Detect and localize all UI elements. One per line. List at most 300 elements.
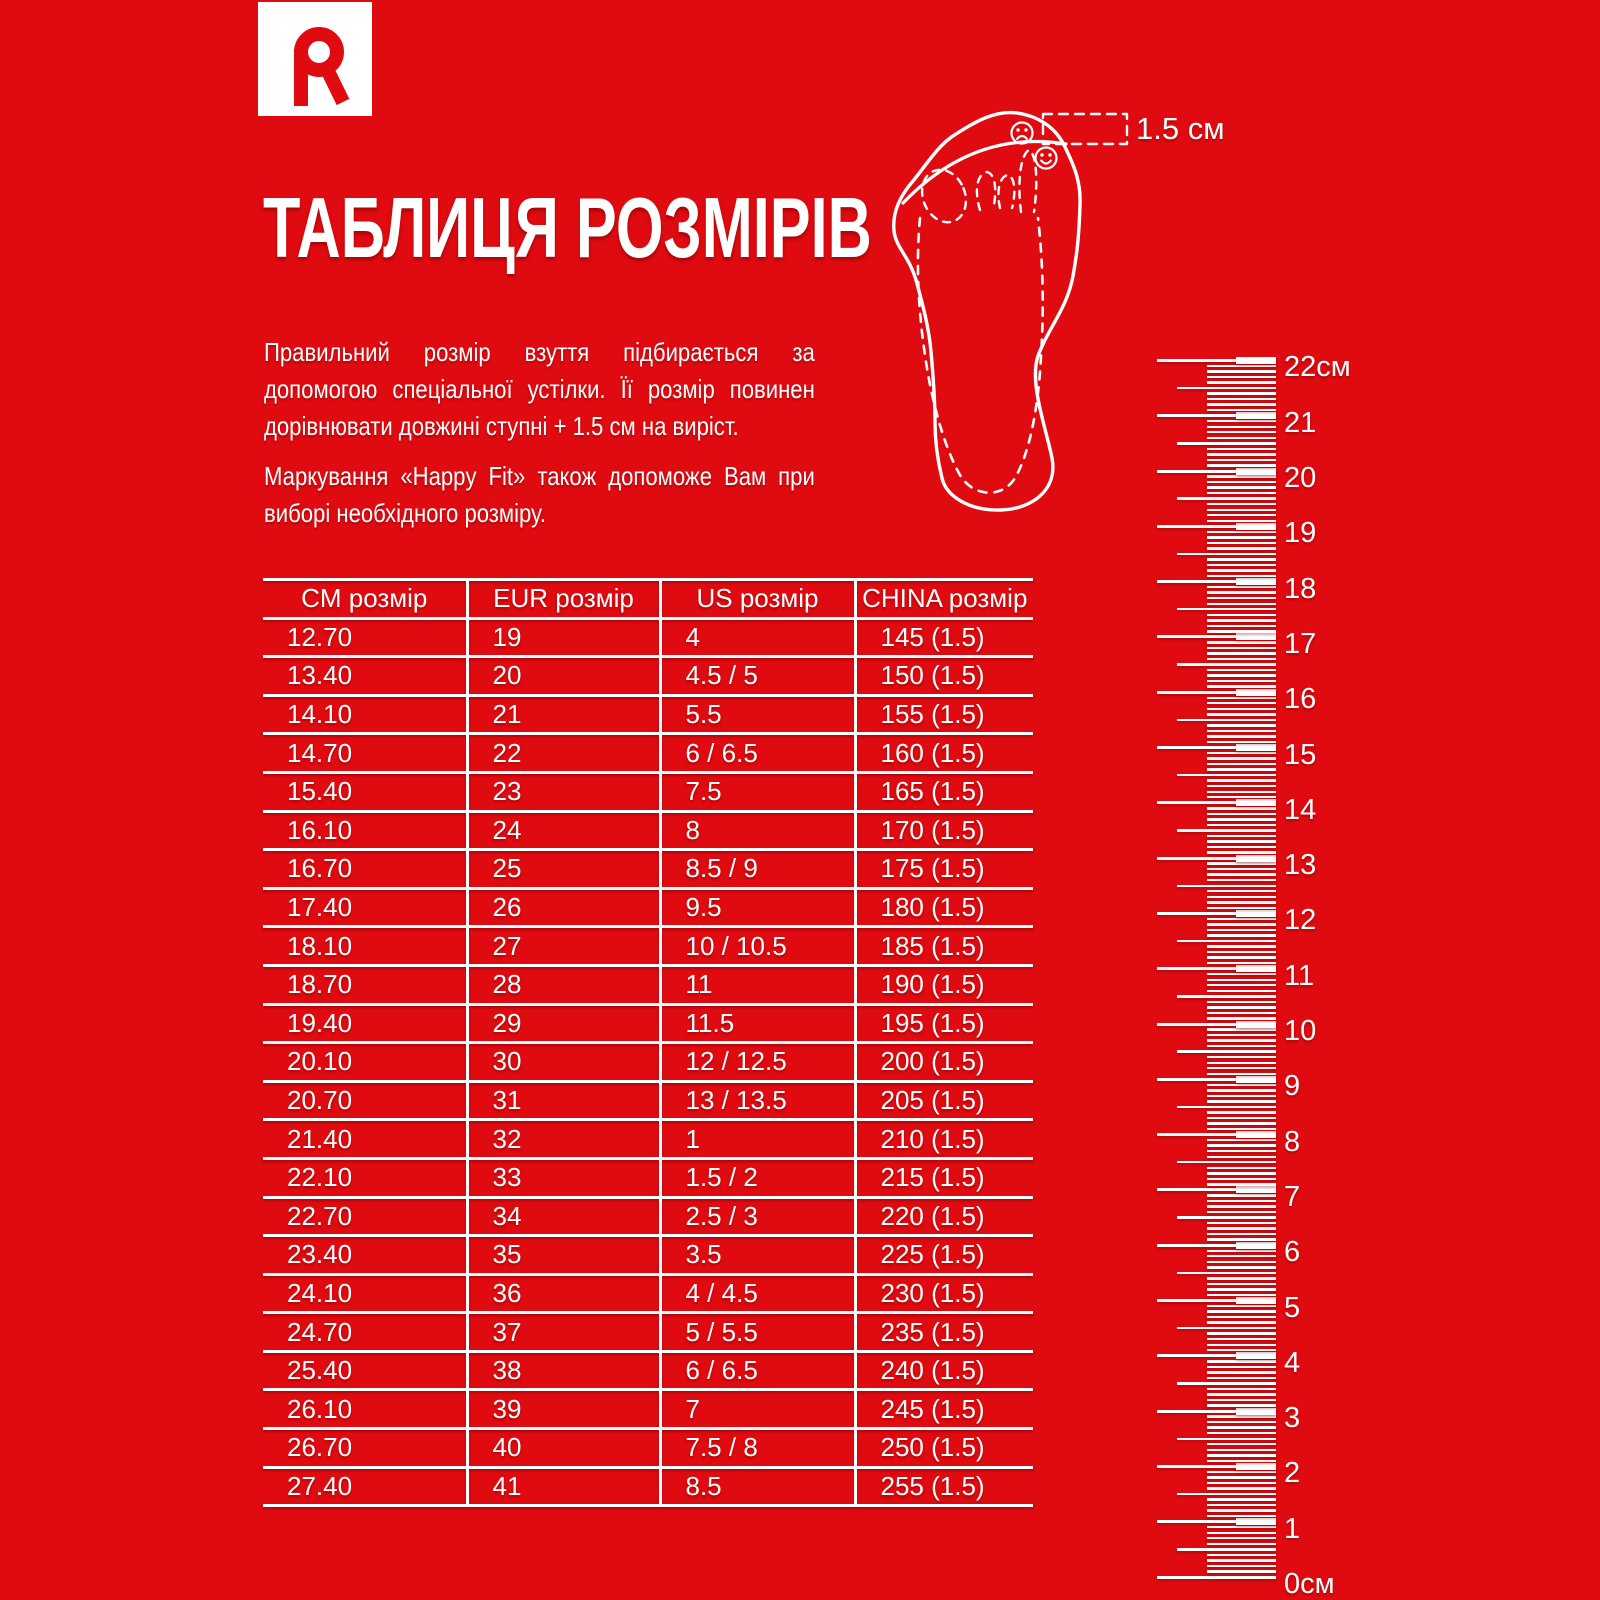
ruler-cm-tick-bold: [1236, 1518, 1276, 1525]
ruler-mm-tick: [1207, 1360, 1276, 1362]
size-table-cell: 10 / 10.5: [660, 927, 855, 966]
ruler-mm-tick: [1207, 990, 1276, 992]
toe-dashed: [998, 175, 1014, 208]
ruler-cm-tick: [1157, 1133, 1276, 1136]
ruler-mm-tick: [1207, 1111, 1276, 1113]
ruler-cm-tick: [1157, 1520, 1276, 1523]
ruler-mm-tick: [1207, 724, 1276, 726]
ruler-mm-tick: [1207, 652, 1276, 654]
size-table-cell: 29: [467, 1004, 660, 1043]
ruler-mm-tick: [1207, 846, 1276, 848]
ruler-cm-tick: [1157, 580, 1276, 583]
ruler-cm-tick-bold: [1236, 855, 1276, 862]
ruler-mm-tick: [1207, 735, 1276, 737]
ruler-cm-label: 14: [1284, 793, 1317, 826]
ruler-mm-tick: [1207, 542, 1276, 544]
ruler-mm-tick: [1207, 1377, 1276, 1379]
ruler-cm-label: 8: [1284, 1125, 1301, 1158]
ruler-mm-tick: [1207, 481, 1276, 483]
ruler-mm-tick: [1207, 1073, 1276, 1075]
size-table-cell: 9.5: [660, 888, 855, 927]
ruler-cm-tick: [1157, 1188, 1276, 1191]
ruler-cm-tick-bold: [1236, 1463, 1276, 1470]
size-table-cell: 235 (1.5): [855, 1313, 1033, 1352]
size-table-cell: 3.5: [660, 1236, 855, 1275]
ruler-half-cm-tick: [1177, 1161, 1276, 1163]
size-table-cell: 14.70: [287, 737, 353, 768]
size-table-cell: 8.5: [660, 1467, 855, 1506]
ruler-cm-tick-bold: [1236, 357, 1276, 364]
ruler-mm-tick: [1207, 818, 1276, 820]
ruler-mm-tick: [1207, 1178, 1276, 1180]
ruler-cm-tick: [1157, 746, 1276, 749]
ruler-cm-tick: [1157, 470, 1276, 473]
ruler-mm-tick: [1207, 603, 1276, 605]
size-table-row: [263, 811, 1033, 850]
foot-measurement-diagram: [880, 90, 1142, 530]
ruler-mm-tick: [1207, 1100, 1276, 1102]
ruler-mm-tick: [1207, 840, 1276, 842]
ruler-mm-tick: [1207, 1344, 1276, 1346]
ruler-mm-tick: [1207, 813, 1276, 815]
ruler-half-cm-tick: [1177, 995, 1276, 997]
size-table-cell: 1: [660, 1120, 855, 1159]
ruler-mm-tick: [1207, 575, 1276, 577]
ruler-cm-tick: [1157, 912, 1276, 915]
ruler-mm-tick: [1207, 403, 1276, 405]
ruler-mm-tick: [1207, 614, 1276, 616]
ruler-mm-tick: [1207, 1432, 1276, 1434]
size-table-row: [263, 1004, 1033, 1043]
ruler-cm-label: 22см: [1284, 351, 1351, 384]
size-table-cell: 26.10: [287, 1393, 353, 1424]
ruler-cm-label: 0см: [1284, 1568, 1335, 1600]
ruler-cm-tick-bold: [1236, 1076, 1276, 1083]
size-table-cell: 27: [467, 927, 660, 966]
ruler-mm-tick: [1207, 464, 1276, 466]
size-table-cell: 20.70: [287, 1085, 353, 1116]
big-toe-dashed: [914, 163, 973, 229]
ruler-cm-label: 13: [1284, 849, 1317, 882]
size-table-cell: 4 / 4.5: [660, 1274, 855, 1313]
ruler-mm-tick: [1207, 1543, 1276, 1545]
size-table-cell: 150 (1.5): [855, 657, 1033, 696]
allowance-label: 1.5 см: [1136, 111, 1225, 146]
ruler-mm-tick: [1207, 1156, 1276, 1158]
ruler-mm-tick: [1207, 1039, 1276, 1041]
size-table-cell: 24.70: [287, 1316, 353, 1347]
brand-r-icon: [258, 2, 372, 116]
size-table-row: [263, 927, 1033, 966]
ruler-cm-label: 12: [1284, 904, 1317, 937]
size-table-cell: 8: [660, 811, 855, 850]
size-table-cell: 16.70: [287, 853, 353, 884]
size-table-cell: 26.70: [287, 1432, 353, 1463]
ruler-mm-tick: [1207, 420, 1276, 422]
ruler-cm-tick-bold: [1236, 1297, 1276, 1304]
ruler-mm-tick: [1207, 1349, 1276, 1351]
ruler-mm-tick: [1207, 868, 1276, 870]
size-table-cell: 4: [660, 618, 855, 657]
ruler-mm-tick: [1207, 1250, 1276, 1252]
size-table-cell: 19.40: [287, 1007, 353, 1038]
ruler-mm-tick: [1207, 437, 1276, 439]
ruler-mm-tick: [1207, 1255, 1276, 1257]
size-table-cell: 4.5 / 5: [660, 657, 855, 696]
ruler-cm-tick-bold: [1236, 523, 1276, 530]
size-table-cell: 21.40: [287, 1123, 353, 1154]
size-table-cell: 165 (1.5): [855, 772, 1033, 811]
ruler-mm-tick: [1207, 697, 1276, 699]
ruler-half-cm-tick: [1177, 1106, 1276, 1108]
ruler-mm-tick: [1207, 1233, 1276, 1235]
ruler-mm-tick: [1207, 453, 1276, 455]
ruler-mm-tick: [1207, 376, 1276, 378]
sad-face-icon: [1012, 123, 1033, 144]
ruler-mm-tick: [1207, 1415, 1276, 1417]
ruler-cm-tick: [1157, 1244, 1276, 1247]
size-table-cell: 170 (1.5): [855, 811, 1033, 850]
ruler-mm-tick: [1207, 741, 1276, 743]
ruler-cm-tick-bold: [1236, 578, 1276, 585]
size-table-cell: 27.40: [287, 1470, 353, 1501]
ruler-mm-tick: [1207, 1283, 1276, 1285]
ruler-cm-label: 21: [1284, 406, 1317, 439]
ruler-cm-label: 10: [1284, 1015, 1317, 1047]
ruler-cm-label: 1: [1284, 1512, 1301, 1545]
ruler-mm-tick: [1207, 531, 1276, 533]
ruler-mm-tick: [1207, 1421, 1276, 1423]
size-table-cell: 39: [467, 1390, 660, 1429]
ruler-mm-tick: [1207, 1200, 1276, 1202]
ruler-cm-label: 19: [1284, 517, 1317, 550]
size-table-row: [263, 618, 1033, 657]
ruler-cm-tick: [1157, 1354, 1276, 1357]
size-table-column-header: CM розмір: [301, 583, 428, 614]
ruler-mm-tick: [1207, 702, 1276, 704]
ruler-mm-tick: [1207, 1454, 1276, 1456]
ruler-mm-tick: [1207, 1261, 1276, 1263]
size-table-cell: 38: [467, 1351, 660, 1390]
ruler-mm-tick: [1207, 1532, 1276, 1534]
ruler-mm-tick: [1207, 1194, 1276, 1196]
ruler-mm-tick: [1207, 779, 1276, 781]
size-table-row: [263, 888, 1033, 927]
ruler-cm-label: 11: [1284, 959, 1315, 992]
ruler-cm-label: 18: [1284, 572, 1317, 605]
ruler-mm-tick: [1207, 752, 1276, 754]
ruler-cm-tick-bold: [1236, 1352, 1276, 1359]
size-table-cell: 245 (1.5): [855, 1390, 1033, 1429]
ruler-half-cm-tick: [1177, 1382, 1276, 1384]
size-table-cell: 33: [467, 1158, 660, 1197]
size-table-cell: 7.5: [660, 772, 855, 811]
size-table-cell: 5.5: [660, 695, 855, 734]
ruler-mm-tick: [1207, 763, 1276, 765]
size-table-column-header: US розмір: [660, 580, 855, 619]
size-table-row: [263, 1197, 1033, 1236]
ruler-cm-tick: [1157, 1023, 1276, 1026]
ruler-mm-tick: [1207, 1449, 1276, 1451]
ruler-cm-tick-bold: [1236, 910, 1276, 917]
size-table-cell: 230 (1.5): [855, 1274, 1033, 1313]
size-table-row: [263, 1081, 1033, 1120]
ruler-cm-tick: [1157, 967, 1276, 970]
size-table-cell: 20: [467, 657, 660, 696]
size-table-cell: 185 (1.5): [855, 927, 1033, 966]
ruler-mm-tick: [1207, 509, 1276, 511]
ruler-mm-tick: [1207, 1426, 1276, 1428]
size-table-cell: 23.40: [287, 1239, 353, 1270]
ruler-mm-tick: [1207, 431, 1276, 433]
ruler-mm-tick: [1207, 1310, 1276, 1312]
ruler-mm-tick: [1207, 1570, 1276, 1572]
insole-toe-line: [903, 141, 1066, 203]
ruler-mm-tick: [1207, 1305, 1276, 1307]
size-table-row: [263, 1274, 1033, 1313]
size-table-row: [263, 734, 1033, 773]
ruler-mm-tick: [1207, 564, 1276, 566]
ruler-mm-tick: [1207, 1509, 1276, 1511]
size-table-cell: 15.40: [287, 776, 353, 807]
size-table-row: [263, 965, 1033, 1004]
ruler-mm-tick: [1207, 862, 1276, 864]
ruler-mm-tick: [1207, 1288, 1276, 1290]
size-table-row: [263, 1043, 1033, 1082]
ruler-mm-tick: [1207, 1399, 1276, 1401]
ruler-half-cm-tick: [1177, 940, 1276, 942]
ruler-mm-tick: [1207, 1211, 1276, 1213]
ruler-mm-tick: [1207, 558, 1276, 560]
ruler-mm-tick: [1207, 901, 1276, 903]
ruler-cm-label: 20: [1284, 462, 1317, 494]
ruler-mm-tick: [1207, 1067, 1276, 1069]
ruler-mm-tick: [1207, 1089, 1276, 1091]
ruler-mm-tick: [1207, 1338, 1276, 1340]
size-table-row: [263, 657, 1033, 696]
size-table-row: [263, 1429, 1033, 1468]
size-table-cell: 11.5: [660, 1004, 855, 1043]
ruler-mm-tick: [1207, 1332, 1276, 1334]
ruler-half-cm-tick: [1177, 497, 1276, 499]
ruler-cm-tick: [1157, 801, 1276, 804]
ruler-mm-tick: [1207, 475, 1276, 477]
ruler-mm-tick: [1207, 851, 1276, 853]
ruler-cm-tick-bold: [1236, 468, 1276, 475]
ruler-mm-tick: [1207, 1504, 1276, 1506]
size-table-cell: 24: [467, 811, 660, 850]
page-title: ТАБЛИЦЯ РОЗМІРІВ: [263, 181, 872, 276]
ruler-mm-tick: [1207, 918, 1276, 920]
ruler-mm-tick: [1207, 1227, 1276, 1229]
ruler-half-cm-tick: [1177, 1327, 1276, 1329]
ruler-half-cm-tick: [1177, 442, 1276, 444]
ruler-mm-tick: [1207, 669, 1276, 671]
ruler-mm-tick: [1207, 934, 1276, 936]
happy-face-icon: [1036, 148, 1057, 169]
size-table-column-header: CHINA розмір: [855, 580, 1033, 619]
ruler-cm-tick: [1157, 857, 1276, 860]
ruler-mm-tick: [1207, 1222, 1276, 1224]
size-table-cell: 190 (1.5): [855, 965, 1033, 1004]
size-table-cell: 160 (1.5): [855, 734, 1033, 773]
ruler-mm-tick: [1207, 1266, 1276, 1268]
ruler-mm-tick: [1207, 785, 1276, 787]
ruler-cm-tick-bold: [1236, 1408, 1276, 1415]
ruler-mm-tick: [1207, 591, 1276, 593]
ruler-mm-tick: [1207, 1183, 1276, 1185]
ruler-cm-label: 2: [1284, 1457, 1301, 1490]
ruler-mm-tick: [1207, 879, 1276, 881]
ruler-mm-tick: [1207, 1062, 1276, 1064]
size-table-cell: 220 (1.5): [855, 1197, 1033, 1236]
size-table-cell: 215 (1.5): [855, 1158, 1033, 1197]
ruler-mm-tick: [1207, 1167, 1276, 1169]
size-table-cell: 180 (1.5): [855, 888, 1033, 927]
size-table-cell: 18.70: [287, 969, 353, 1000]
ruler-cm-tick-bold: [1236, 799, 1276, 806]
ruler-mm-tick: [1207, 514, 1276, 516]
ruler-half-cm-tick: [1177, 1493, 1276, 1495]
size-table-cell: 22.70: [287, 1200, 353, 1231]
ruler-cm-tick-bold: [1236, 1131, 1276, 1138]
ruler-mm-tick: [1207, 1443, 1276, 1445]
size-table-cell: 11: [660, 965, 855, 1004]
ruler-mm-tick: [1207, 365, 1276, 367]
size-table-cell: 205 (1.5): [855, 1081, 1033, 1120]
size-table-header-row: [263, 580, 1033, 619]
size-table-cell: 28: [467, 965, 660, 1004]
allowance-bracket-dashed: [1043, 114, 1127, 144]
ruler-cm-tick: [1157, 525, 1276, 528]
ruler-mm-tick: [1207, 1371, 1276, 1373]
ruler-mm-tick: [1207, 1277, 1276, 1279]
ruler-cm-tick-bold: [1236, 689, 1276, 696]
size-table-cell: 240 (1.5): [855, 1351, 1033, 1390]
ruler-mm-tick: [1207, 1034, 1276, 1036]
ruler-cm-label: 9: [1284, 1070, 1301, 1103]
size-table-row: [263, 1351, 1033, 1390]
ruler-half-cm-tick: [1177, 1438, 1276, 1440]
ruler-cm-tick-bold: [1236, 412, 1276, 419]
ruler-mm-tick: [1207, 1515, 1276, 1517]
ruler-cm-tick: [1157, 1078, 1276, 1081]
ruler-mm-tick: [1207, 1150, 1276, 1152]
ruler-cm-tick: [1157, 414, 1276, 417]
ruler-mm-tick: [1207, 708, 1276, 710]
size-table-row: [263, 1313, 1033, 1352]
size-table-cell: 22: [467, 734, 660, 773]
size-table-row: [263, 1467, 1033, 1506]
size-table-cell: 2.5 / 3: [660, 1197, 855, 1236]
size-table-cell: 7.5 / 8: [660, 1429, 855, 1468]
size-table-cell: 155 (1.5): [855, 695, 1033, 734]
size-table-row: [263, 1158, 1033, 1197]
size-table-cell: 22.10: [287, 1162, 353, 1193]
ruler-mm-tick: [1207, 1139, 1276, 1141]
ruler-mm-tick: [1207, 597, 1276, 599]
size-table-cell: 23: [467, 772, 660, 811]
size-table-cell: 37: [467, 1313, 660, 1352]
brand-logo: [258, 2, 372, 116]
ruler-mm-tick: [1207, 1321, 1276, 1323]
size-table-cell: 6 / 6.5: [660, 1351, 855, 1390]
size-table-cell: 1.5 / 2: [660, 1158, 855, 1197]
ruler-mm-tick: [1207, 1012, 1276, 1014]
ruler-mm-tick: [1207, 796, 1276, 798]
ruler-mm-tick: [1207, 625, 1276, 627]
ruler-mm-tick: [1207, 658, 1276, 660]
ruler-cm-tick-bold: [1236, 744, 1276, 751]
ruler-mm-tick: [1207, 426, 1276, 428]
ruler-mm-tick: [1207, 680, 1276, 682]
size-table-column-header: EUR розмір: [467, 580, 660, 619]
size-table-cell: 32: [467, 1120, 660, 1159]
size-table-cell: 13.40: [287, 660, 353, 691]
ruler-half-cm-tick: [1177, 553, 1276, 555]
toe-dashed: [977, 172, 995, 210]
ruler-mm-tick: [1207, 1122, 1276, 1124]
ruler-mm-tick: [1207, 619, 1276, 621]
ruler-mm-tick: [1207, 1460, 1276, 1462]
ruler-mm-tick: [1207, 547, 1276, 549]
ruler-mm-tick: [1207, 730, 1276, 732]
ruler-cm-tick-bold: [1236, 1186, 1276, 1193]
size-table: [263, 578, 1033, 1507]
size-table-cell: 255 (1.5): [855, 1467, 1033, 1506]
size-table-cell: 34: [467, 1197, 660, 1236]
ruler-mm-tick: [1207, 1471, 1276, 1473]
ruler-mm-tick: [1207, 520, 1276, 522]
size-table-cell: 25: [467, 850, 660, 889]
ruler-cm-tick-bold: [1236, 1021, 1276, 1028]
ruler-mm-tick: [1207, 486, 1276, 488]
ruler-mm-tick: [1207, 1393, 1276, 1395]
size-table-row: [263, 695, 1033, 734]
size-table-cell: 13 / 13.5: [660, 1081, 855, 1120]
ruler-mm-tick: [1207, 1056, 1276, 1058]
size-table-cell: 16.10: [287, 814, 353, 845]
ruler-half-cm-tick: [1177, 608, 1276, 610]
ruler-mm-tick: [1207, 392, 1276, 394]
ruler-cm-label: 5: [1284, 1291, 1301, 1324]
ruler-half-cm-tick: [1177, 774, 1276, 776]
ruler-cm-label: 4: [1284, 1346, 1301, 1379]
ruler-cm-tick: [1157, 1410, 1276, 1413]
ruler-cm-tick: [1157, 359, 1276, 362]
ruler-mm-tick: [1207, 896, 1276, 898]
ruler-mm-tick: [1207, 1316, 1276, 1318]
ruler-mm-tick: [1207, 641, 1276, 643]
ruler-mm-tick: [1207, 713, 1276, 715]
size-table-cell: 26: [467, 888, 660, 927]
ruler-mm-tick: [1207, 962, 1276, 964]
ruler-cm-tick-bold: [1236, 1242, 1276, 1249]
ruler-mm-tick: [1207, 1238, 1276, 1240]
ruler-cm-label: 6: [1284, 1236, 1301, 1269]
ruler-mm-tick: [1207, 647, 1276, 649]
ruler-mm-tick: [1207, 1537, 1276, 1539]
size-table-cell: 175 (1.5): [855, 850, 1033, 889]
ruler-mm-tick: [1207, 674, 1276, 676]
size-table-cell: 12 / 12.5: [660, 1043, 855, 1082]
ruler-mm-tick: [1207, 1117, 1276, 1119]
size-table-cell: 36: [467, 1274, 660, 1313]
ruler-half-cm-tick: [1177, 829, 1276, 831]
ruler-mm-tick: [1207, 492, 1276, 494]
ruler-mm-tick: [1207, 1482, 1276, 1484]
ruler-mm-tick: [1207, 984, 1276, 986]
